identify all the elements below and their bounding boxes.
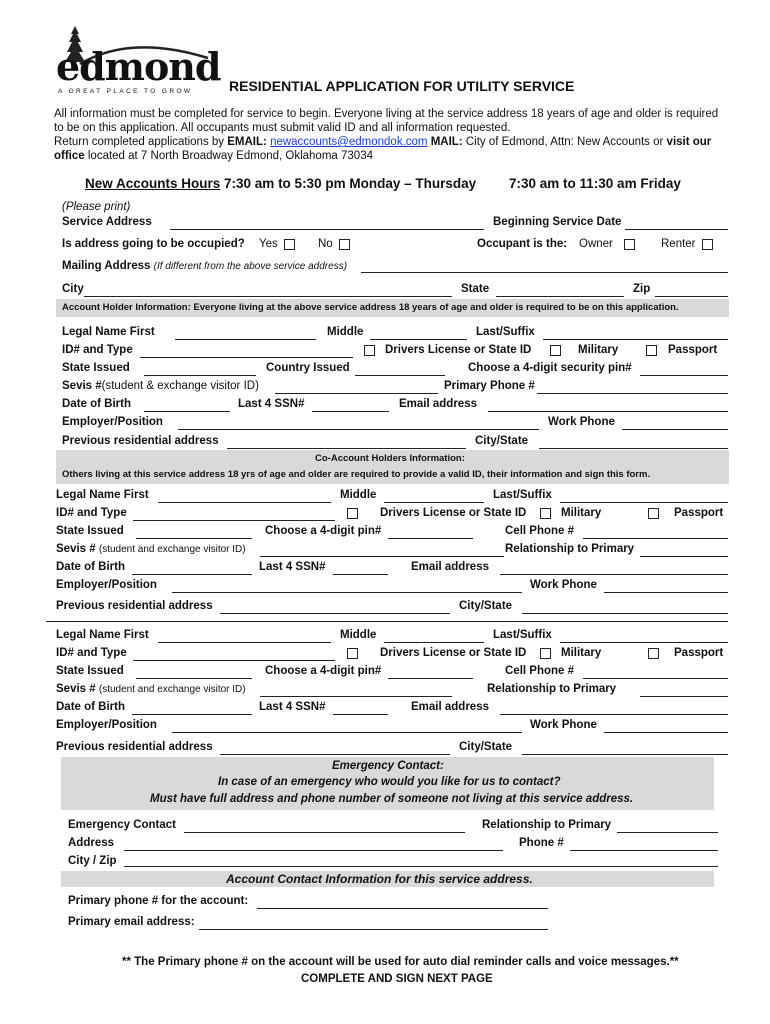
holder-state-issued-label: State Issued	[62, 362, 130, 374]
co1-sevis-label: Sevis # (student and exchange visitor ID)	[56, 543, 246, 555]
logo-tagline: A GREAT PLACE TO GROW	[58, 88, 193, 95]
co-separator	[46, 621, 728, 622]
holder-middle-label: Middle	[327, 326, 364, 338]
renter-label: Renter	[661, 238, 696, 250]
co1-last-field[interactable]	[560, 502, 728, 503]
co2-ssn-label: Last 4 SSN#	[259, 701, 326, 713]
co1-dob-label: Date of Birth	[56, 561, 125, 573]
co1-military-checkbox[interactable]	[540, 508, 551, 519]
emergency-title: Emergency Contact:	[332, 760, 444, 772]
holder-work-phone-label: Work Phone	[548, 416, 615, 428]
mailing-address-field[interactable]	[361, 272, 728, 273]
co2-pin-label: Choose a 4-digit pin#	[265, 665, 382, 677]
co1-id-type-label: ID# and Type	[56, 507, 127, 519]
hours-friday: 7:30 am to 11:30 am Friday	[509, 176, 681, 191]
emergency-contact-field[interactable]	[184, 832, 465, 833]
co2-dl-label: Drivers License or State ID	[380, 647, 527, 659]
occupied-question: Is address going to be occupied?	[62, 238, 245, 250]
co2-work-phone-label: Work Phone	[530, 719, 597, 731]
holder-last-field[interactable]	[543, 339, 728, 340]
co2-legal-first-label: Legal Name First	[56, 629, 149, 641]
emergency-city-zip-label: City / Zip	[68, 855, 117, 867]
co2-sevis-field[interactable]	[260, 696, 452, 697]
state-field[interactable]	[496, 296, 624, 297]
page-title: RESIDENTIAL APPLICATION FOR UTILITY SERVICE	[229, 78, 575, 94]
yes-label: Yes	[259, 238, 278, 250]
holder-employer-label: Employer/Position	[62, 416, 163, 428]
emergency-address-label: Address	[68, 837, 115, 849]
co2-email-field[interactable]	[500, 714, 728, 715]
co2-military-checkbox[interactable]	[540, 648, 551, 659]
holder-email-label: Email address	[399, 398, 477, 410]
emergency-city-zip-field[interactable]	[124, 866, 718, 867]
holder-dl-label: Drivers License or State ID	[385, 344, 532, 356]
co1-middle-label: Middle	[340, 489, 377, 501]
city-field[interactable]	[84, 296, 452, 297]
emergency-address-field[interactable]	[124, 850, 503, 851]
co2-sevis-label: Sevis # (student and exchange visitor ID)	[56, 683, 246, 695]
co2-passport-checkbox[interactable]	[648, 648, 659, 659]
co1-last-label: Last/Suffix	[493, 489, 552, 501]
account-primary-email-label: Primary email address:	[68, 916, 195, 928]
co2-legal-first-field[interactable]	[158, 642, 331, 643]
co1-military-label: Military	[561, 507, 602, 519]
intro-line-4: office located at 7 North Broadway Edmond, Oklahoma 73034	[54, 150, 373, 162]
co2-passport-label: Passport	[674, 647, 724, 659]
holder-id-type-field[interactable]	[140, 357, 353, 358]
holder-country-label: Country Issued	[266, 362, 350, 374]
co1-cell-label: Cell Phone #	[505, 525, 575, 537]
co1-prev-address-field[interactable]	[220, 613, 450, 614]
holder-ssn-field[interactable]	[312, 411, 389, 412]
co1-city-state-label: City/State	[459, 600, 513, 612]
hours-weekday: New Accounts Hours 7:30 am to 5:30 pm Monday – Thursday	[85, 176, 477, 191]
co2-employer-label: Employer/Position	[56, 719, 157, 731]
co1-dl-label: Drivers License or State ID	[380, 507, 527, 519]
co1-id-type-field[interactable]	[133, 520, 335, 521]
co2-state-issued-label: State Issued	[56, 665, 124, 677]
holder-email-field[interactable]	[488, 411, 728, 412]
no-label: No	[318, 238, 333, 250]
emergency-contact-label: Emergency Contact	[68, 819, 177, 831]
co1-middle-field[interactable]	[384, 502, 484, 503]
co1-state-issued-field[interactable]	[136, 538, 252, 539]
co2-relationship-field[interactable]	[640, 696, 728, 697]
renter-checkbox[interactable]	[702, 239, 713, 250]
co1-dob-field[interactable]	[132, 574, 252, 575]
holder-country-field[interactable]	[355, 375, 445, 376]
co1-relationship-field[interactable]	[640, 556, 728, 557]
email-link[interactable]: newaccounts@edmondok.com	[270, 136, 428, 148]
co1-employer-label: Employer/Position	[56, 579, 157, 591]
service-address-label: Service Address	[62, 216, 152, 228]
emergency-relationship-label: Relationship to Primary	[482, 819, 612, 831]
co2-work-phone-field[interactable]	[604, 732, 728, 733]
holder-dl-checkbox[interactable]	[364, 345, 375, 356]
holder-ssn-label: Last 4 SSN#	[238, 398, 305, 410]
co1-dl-checkbox[interactable]	[347, 508, 358, 519]
co1-passport-label: Passport	[674, 507, 724, 519]
co2-dob-field[interactable]	[132, 714, 252, 715]
co2-cell-field[interactable]	[583, 678, 728, 679]
co1-relationship-label: Relationship to Primary	[505, 543, 635, 555]
emergency-requirement: Must have full address and phone number of someone not living at this service address.	[150, 793, 634, 805]
co2-employer-field[interactable]	[172, 732, 522, 733]
co1-email-field[interactable]	[500, 574, 728, 575]
co2-middle-label: Middle	[340, 629, 377, 641]
holder-passport-label: Passport	[668, 344, 718, 356]
holder-legal-first-field[interactable]	[175, 339, 316, 340]
co2-cell-label: Cell Phone #	[505, 665, 575, 677]
co1-state-issued-label: State Issued	[56, 525, 124, 537]
holder-prev-address-field[interactable]	[227, 448, 466, 449]
co2-prev-address-field[interactable]	[220, 754, 450, 755]
co1-prev-address-label: Previous residential address	[56, 600, 213, 612]
holder-middle-field[interactable]	[370, 339, 467, 340]
account-primary-phone-label: Primary phone # for the account:	[68, 895, 249, 907]
co-account-band-title: Co-Account Holders Information:	[315, 453, 465, 464]
holder-passport-checkbox[interactable]	[646, 345, 657, 356]
co1-work-phone-label: Work Phone	[530, 579, 597, 591]
co2-dob-label: Date of Birth	[56, 701, 125, 713]
service-address-field[interactable]	[170, 229, 484, 230]
account-holder-band-text: Account Holder Information: Everyone living at the above service address 18 years of age and older is required to be on this application.	[62, 302, 679, 313]
emergency-phone-field[interactable]	[570, 850, 718, 851]
holder-id-type-label: ID# and Type	[62, 344, 133, 356]
co-account-band-text: Others living at this service address 18 yrs of age and older are required to provide a valid ID, their information and sign this form.	[62, 469, 651, 480]
state-label: State	[461, 283, 490, 295]
co2-city-state-field[interactable]	[522, 754, 728, 755]
intro-line-1: All information must be completed for service to begin. Everyone living at the service address 18 years of age and older is required	[54, 108, 719, 120]
co2-prev-address-label: Previous residential address	[56, 741, 213, 753]
co2-dl-checkbox[interactable]	[347, 648, 358, 659]
co1-email-label: Email address	[411, 561, 489, 573]
city-label: City	[62, 283, 84, 295]
holder-military-label: Military	[578, 344, 619, 356]
zip-field[interactable]	[655, 296, 728, 297]
co1-passport-checkbox[interactable]	[648, 508, 659, 519]
co2-last-field[interactable]	[560, 642, 728, 643]
holder-primary-phone-field[interactable]	[537, 393, 728, 394]
holder-sevis-field[interactable]	[275, 393, 438, 394]
beginning-date-field[interactable]	[625, 229, 728, 230]
co1-cell-field[interactable]	[583, 538, 728, 539]
holder-legal-first-label: Legal Name First	[62, 326, 155, 338]
no-checkbox[interactable]	[339, 239, 350, 250]
co2-city-state-label: City/State	[459, 741, 513, 753]
emergency-question: In case of an emergency who would you like for us to contact?	[218, 776, 561, 788]
co1-pin-label: Choose a 4-digit pin#	[265, 525, 382, 537]
holder-prev-address-label: Previous residential address	[62, 435, 219, 447]
logo-name: edmond	[56, 44, 221, 89]
holder-dob-label: Date of Birth	[62, 398, 131, 410]
co1-employer-field[interactable]	[172, 592, 522, 593]
holder-sevis-label: Sevis #(student & exchange visitor ID)	[62, 380, 259, 392]
mailing-address-label: Mailing Address (If different from the above service address)	[62, 260, 348, 272]
please-print: (Please print)	[62, 201, 131, 213]
owner-label: Owner	[579, 238, 613, 250]
co2-military-label: Military	[561, 647, 602, 659]
holder-work-phone-field[interactable]	[622, 429, 728, 430]
co2-middle-field[interactable]	[384, 642, 484, 643]
co2-pin-field[interactable]	[388, 678, 473, 679]
co2-email-label: Email address	[411, 701, 489, 713]
yes-checkbox[interactable]	[284, 239, 295, 250]
co1-ssn-field[interactable]	[333, 574, 388, 575]
owner-checkbox[interactable]	[624, 239, 635, 250]
emergency-phone-label: Phone #	[519, 837, 564, 849]
co1-work-phone-field[interactable]	[604, 592, 728, 593]
co1-legal-first-field[interactable]	[158, 502, 331, 503]
holder-employer-field[interactable]	[178, 429, 539, 430]
account-primary-phone-field[interactable]	[257, 908, 548, 909]
co2-last-label: Last/Suffix	[493, 629, 552, 641]
co2-id-type-field[interactable]	[133, 660, 335, 661]
footer-note: ** The Primary phone # on the account will be used for auto dial reminder calls and voice messages.**	[122, 956, 679, 968]
account-contact-band-text: Account Contact Information for this service address.	[226, 872, 533, 886]
zip-label: Zip	[633, 283, 651, 295]
holder-state-issued-field[interactable]	[144, 375, 256, 376]
holder-military-checkbox[interactable]	[550, 345, 561, 356]
holder-dob-field[interactable]	[144, 411, 230, 412]
holder-last-label: Last/Suffix	[476, 326, 535, 338]
holder-city-state-field[interactable]	[539, 448, 728, 449]
co1-pin-field[interactable]	[388, 538, 473, 539]
beginning-date-label: Beginning Service Date	[493, 216, 622, 228]
co2-state-issued-field[interactable]	[136, 678, 252, 679]
footer-next-page: COMPLETE AND SIGN NEXT PAGE	[301, 973, 493, 985]
co1-legal-first-label: Legal Name First	[56, 489, 149, 501]
holder-pin-label: Choose a 4-digit security pin#	[468, 362, 632, 374]
co1-city-state-field[interactable]	[522, 613, 728, 614]
holder-primary-phone-label: Primary Phone #	[444, 380, 535, 392]
holder-city-state-label: City/State	[475, 435, 529, 447]
co2-relationship-label: Relationship to Primary	[487, 683, 617, 695]
holder-pin-field[interactable]	[640, 375, 728, 376]
co1-sevis-field[interactable]	[260, 556, 504, 557]
co1-ssn-label: Last 4 SSN#	[259, 561, 326, 573]
occupant-is-label: Occupant is the:	[477, 238, 568, 250]
co2-id-type-label: ID# and Type	[56, 647, 127, 659]
account-primary-email-field[interactable]	[199, 929, 548, 930]
emergency-relationship-field[interactable]	[617, 832, 718, 833]
intro-line-2: to be on this application. All occupants must submit valid ID and all information requested.	[54, 122, 511, 134]
intro-line-3: Return completed applications by EMAIL: newaccounts@edmondok.com MAIL: City of Edmond, Attn: New Accounts or visit our	[54, 136, 712, 148]
co2-ssn-field[interactable]	[333, 714, 388, 715]
